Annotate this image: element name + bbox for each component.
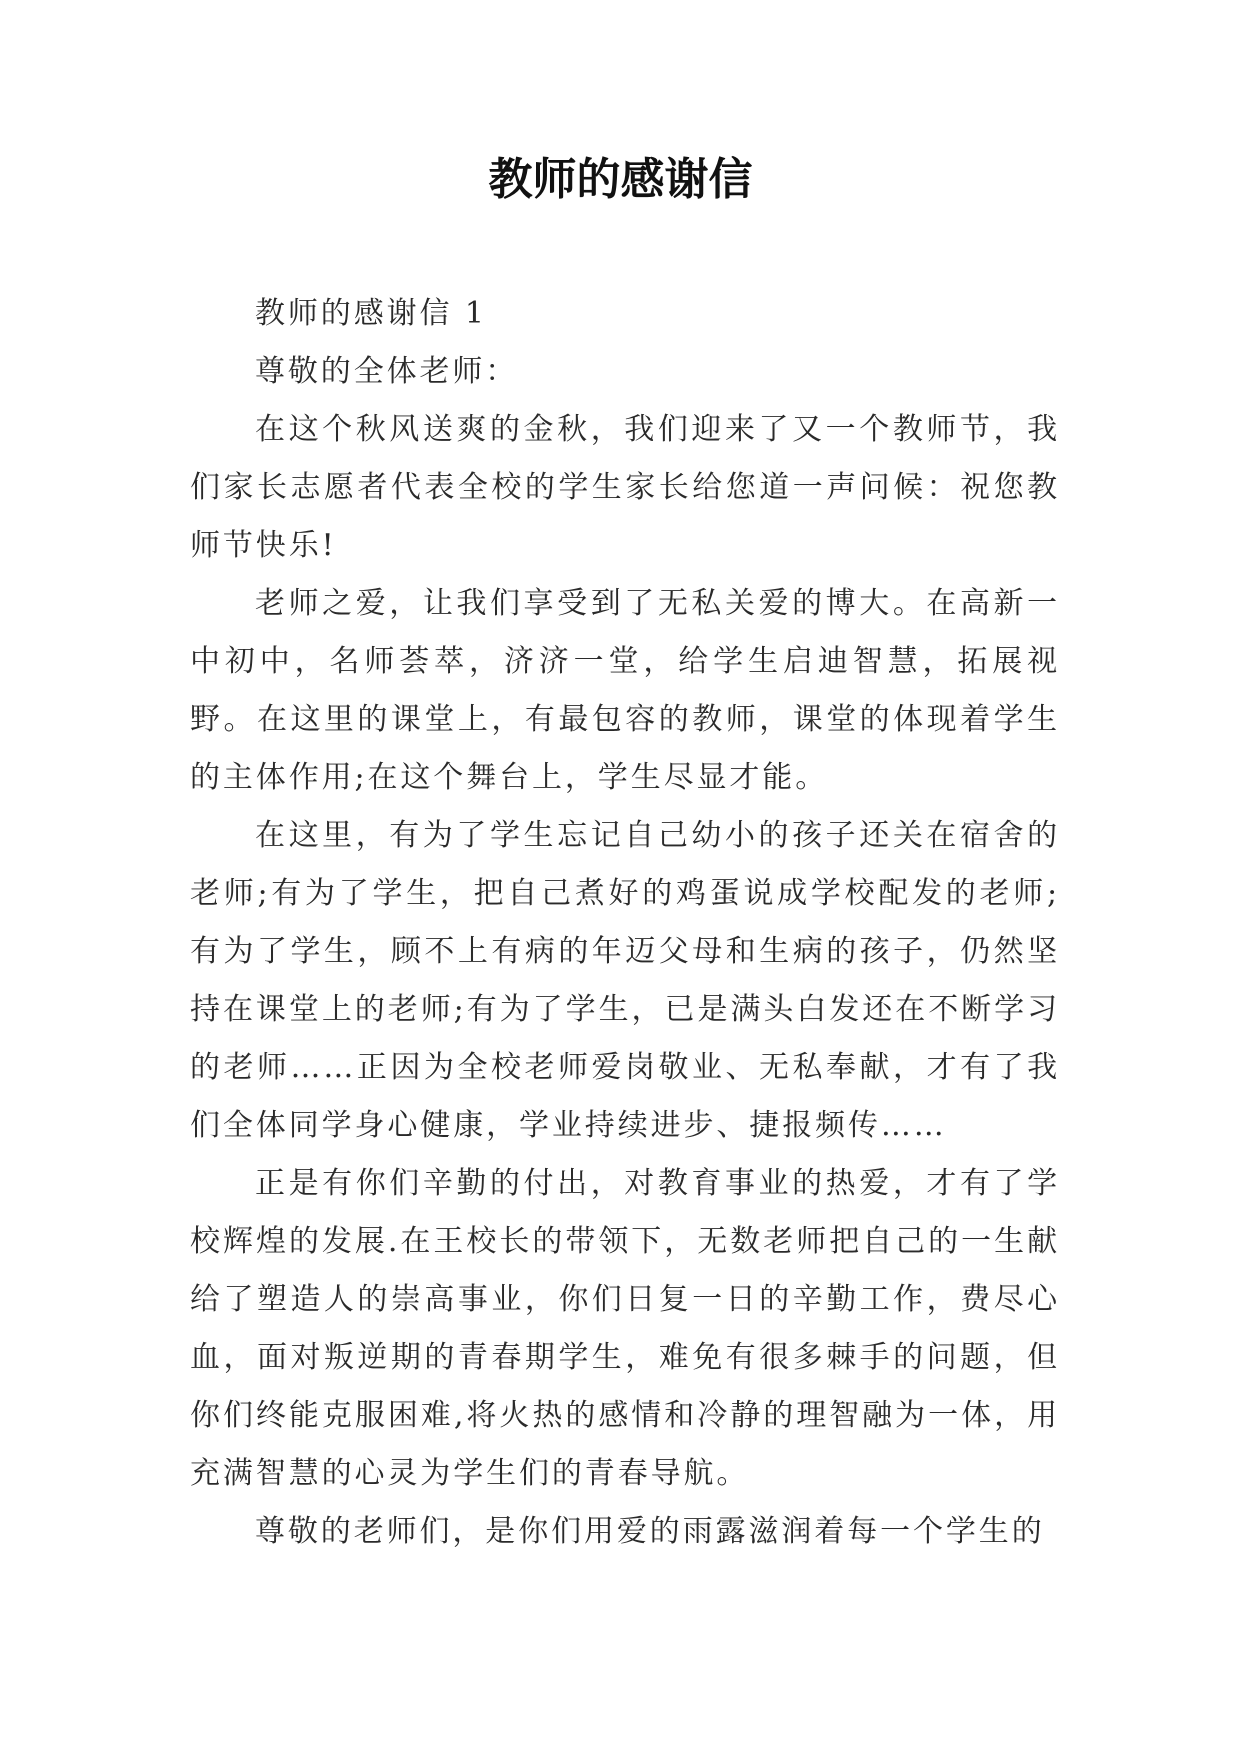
paragraph-heading: 教师的感谢信 1 [255,296,487,331]
document-title: 教师的感谢信 [488,154,753,205]
paragraph: 尊敬的老师们，是你们用爱的雨露滋润着每一个学生的 [255,1514,1045,1549]
paragraph: 老师之爱，让我们享受到了无私关爱的博大。在高新一中初中，名师荟萃，济济一堂，给学生启迪智慧，拓展视野。在这里的课堂上，有最包容的教师，课堂的体现着学生的主体作用;在这个舞台上，学生尽显才能。 [190,586,1060,795]
paragraph-salutation: 尊敬的全体老师： [255,354,519,389]
paragraph: 正是有你们辛勤的付出，对教育事业的热爱，才有了学校辉煌的发展.在王校长的带领下，无数老师把自己的一生献给了塑造人的崇高事业，你们日复一日的辛勤工作，费尽心血，面对叛逆期的青春期学生，难免有很多棘手的问题，但你们终能克服困难,将火热的感情和冷静的理智融为一体，用充满智慧的心灵为学生们的青春导航。 [190,1166,1060,1491]
document-body [190,285,1060,1561]
paragraph: 在这里，有为了学生忘记自己幼小的孩子还关在宿舍的老师;有为了学生，把自己煮好的鸡蛋说成学校配发的老师;有为了学生，顾不上有病的年迈父母和生病的孩子，仍然坚持在课堂上的老师;有为了学生，已是满头白发还在不断学习的老师……正因为全校老师爱岗敬业、无私奉献，才有了我们全体同学身心健康，学业持续进步、捷报频传…… [190,818,1060,1143]
paragraph: 在这个秋风送爽的金秋，我们迎来了又一个教师节，我们家长志愿者代表全校的学生家长给您道一声问候：祝您教师节快乐! [190,412,1060,563]
